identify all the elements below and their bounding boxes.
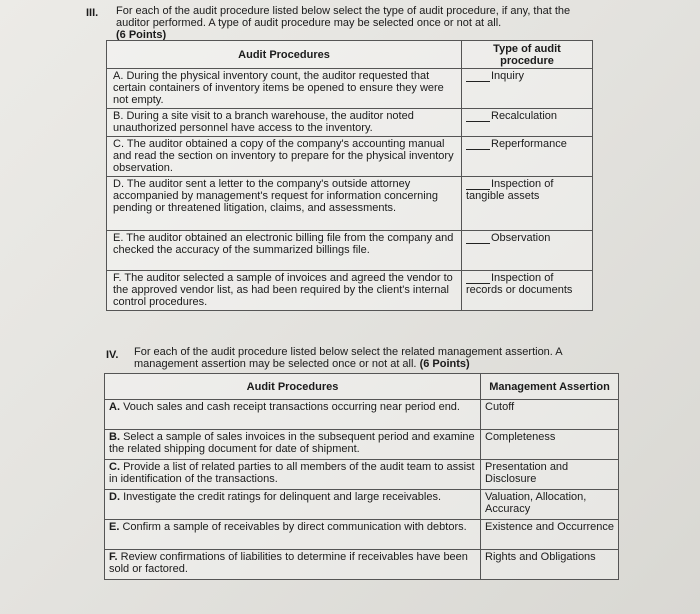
type-cell-d xyxy=(462,177,593,231)
table-row xyxy=(107,109,593,137)
type-cell-a xyxy=(462,69,593,109)
table-row xyxy=(105,460,619,490)
row-text: Provide a list of related parties to all members of the audit team to assist in identification of the transactions. xyxy=(109,461,475,485)
section-4-instructions: For each of the audit procedure listed below select the related management assertion. A management assertion may be selected once or not at all. xyxy=(134,346,563,370)
procedure-f: F. The auditor selected a sample of invoices and agreed the vendor to the approved vendor list, as had been required by the client's internal control procedures. xyxy=(107,271,462,311)
section-4-number: IV. xyxy=(106,349,119,361)
assertion-valuation: Valuation, Allocation, Accuracy xyxy=(481,490,619,520)
table-row xyxy=(107,69,593,109)
row-text: Review confirmations of liabilities to determine if receivables have been sold or factored. xyxy=(109,551,468,575)
row-letter: A. xyxy=(109,401,120,413)
type-cell-e xyxy=(462,231,593,271)
procedure-b: B. During a site visit to a branch warehouse, the auditor noted unauthorized personnel have access to the inventory. xyxy=(107,109,462,137)
assertion-presentation-disclosure: Presentation and Disclosure xyxy=(481,460,619,490)
type-option-inspection-records: Inspection of records or documents xyxy=(466,272,573,296)
procedure-c-iv xyxy=(105,460,481,490)
type-option-reperformance: Reperformance xyxy=(491,138,567,150)
row-letter: E. xyxy=(109,521,120,533)
row-text: Vouch sales and cash receipt transactions occurring near period end. xyxy=(123,401,460,413)
assertion-existence-occurrence: Existence and Occurrence xyxy=(481,520,619,550)
table-row xyxy=(107,231,593,271)
assertion-completeness: Completeness xyxy=(481,430,619,460)
audit-procedure-type-table xyxy=(106,40,593,311)
procedure-a-iv xyxy=(105,400,481,430)
assertion-cutoff: Cutoff xyxy=(481,400,619,430)
type-cell-f xyxy=(462,271,593,311)
procedure-e-iv xyxy=(105,520,481,550)
assertion-rights-obligations: Rights and Obligations xyxy=(481,550,619,580)
table-row xyxy=(105,490,619,520)
header-management-assertion: Management Assertion xyxy=(481,374,619,400)
section-3-instructions: For each of the audit procedure listed below select the type of audit procedure, if any, that the auditor performed. A type of audit procedure may be selected once or not at all. xyxy=(116,5,571,29)
section-4-points: (6 Points) xyxy=(419,358,470,370)
type-option-inspection-tangible-assets: Inspection of tangible assets xyxy=(466,178,554,202)
procedure-d: D. The auditor sent a letter to the company's outside attorney accompanied by management's request for information concerning pending or threatened litigation, claims, and assessments. xyxy=(107,177,462,231)
row-text: Investigate the credit ratings for delinquent and large receivables. xyxy=(123,491,442,503)
answer-blank xyxy=(466,139,490,150)
answer-blank xyxy=(466,71,490,82)
row-letter: D. xyxy=(109,491,120,503)
table-row xyxy=(105,400,619,430)
header-audit-procedures: Audit Procedures xyxy=(107,41,462,69)
table-row xyxy=(105,550,619,580)
type-option-recalculation: Recalculation xyxy=(491,110,558,122)
table-row xyxy=(107,271,593,311)
section-3-intro xyxy=(116,5,586,41)
header-audit-procedures-iv: Audit Procedures xyxy=(105,374,481,400)
procedure-f-iv xyxy=(105,550,481,580)
answer-blank xyxy=(466,233,490,244)
procedure-a: A. During the physical inventory count, the auditor requested that certain containers of inventory items be opened to ensure they were not empty. xyxy=(107,69,462,109)
type-cell-b xyxy=(462,109,593,137)
procedure-d-iv xyxy=(105,490,481,520)
row-letter: C. xyxy=(109,461,120,473)
procedure-c: C. The auditor obtained a copy of the company's accounting manual and read the section on inventory to prepare for the physical inventory observation. xyxy=(107,137,462,177)
answer-blank xyxy=(466,111,490,122)
procedure-b-iv xyxy=(105,430,481,460)
type-option-inquiry: Inquiry xyxy=(491,70,525,82)
type-cell-c xyxy=(462,137,593,177)
row-text: Confirm a sample of receivables by direct communication with debtors. xyxy=(122,521,467,533)
table-row xyxy=(105,520,619,550)
section-4-intro xyxy=(134,346,589,370)
answer-blank xyxy=(466,273,490,284)
row-letter: B. xyxy=(109,431,120,443)
section-3-points: (6 Points) xyxy=(116,29,167,41)
answer-blank xyxy=(466,179,490,190)
table-row xyxy=(107,137,593,177)
type-option-observation: Observation xyxy=(491,232,551,244)
procedure-e: E. The auditor obtained an electronic billing file from the company and checked the accuracy of the summarized billings file. xyxy=(107,231,462,271)
table-row xyxy=(105,430,619,460)
section-3-number: III. xyxy=(86,7,99,19)
row-letter: F. xyxy=(109,551,118,563)
table-row xyxy=(107,177,593,231)
row-text: Select a sample of sales invoices in the subsequent period and examine the related shipping document for date of shipment. xyxy=(109,431,475,455)
management-assertion-table xyxy=(104,373,619,580)
header-type-of-procedure: Type of audit procedure xyxy=(462,41,593,69)
